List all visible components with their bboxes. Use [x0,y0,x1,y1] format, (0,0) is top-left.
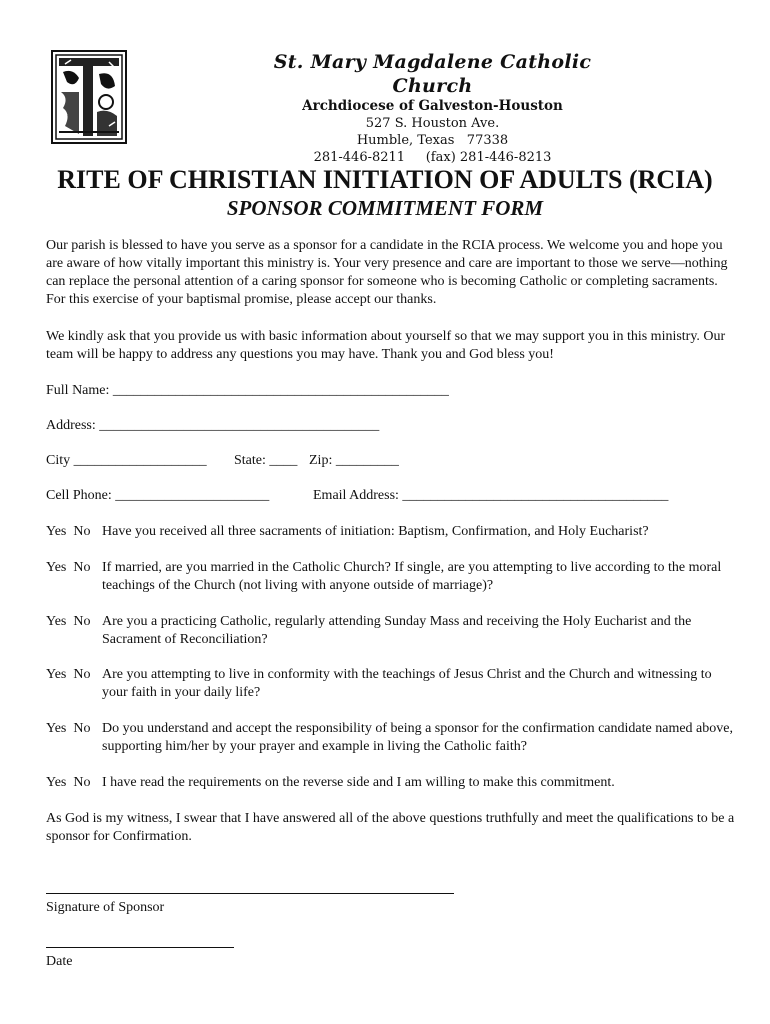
yes-no-options[interactable]: Yes No [46,560,91,575]
yes-no-options[interactable]: Yes No [46,667,91,682]
question-text: Have you received all three sacraments of initiation: Baptism, Confirmation, and Holy Eucharist? [102,524,649,539]
intro-paragraph: Our parish is blessed to have you serve as a sponsor for a candidate in the RCIA process. We welcome you and hope you are aware of how vitally important this ministry is. Your very presence and care are important to those we serve—nothing can replace the personal attention of a caring sponsor for someone who is becoming Catholic or completing sacraments. For this exercise of your baptismal promise, please accept our thanks. [46,238,728,307]
question-text: I have read the requirements on the reverse side and I am willing to make this commitment. [102,775,615,790]
question-practicing [46,613,736,649]
question-text: If married, are you married in the Catholic Church? If single, are you attempting to live according to the moral teachings of the Church (not living with anyone outside of marriage)? [102,560,722,593]
signature-line[interactable] [46,893,454,894]
address-field[interactable]: Address: ________________________________________ [46,418,380,433]
question-marriage [46,559,736,595]
request-paragraph: We kindly ask that you provide us with basic information about yourself so that we may support you in this ministry. Our team will be happy to address any questions you may have. Thank you and God bless you! [46,329,726,362]
yes-no-options[interactable]: Yes No [46,775,91,790]
question-commitment [46,774,736,792]
question-conformity [46,666,736,702]
yes-no-options[interactable]: Yes No [46,524,91,539]
form-subtitle: SPONSOR COMMITMENT FORM [226,196,544,220]
city-state-zip: Humble, Texas 77338 [356,133,509,148]
street-address: 527 S. Houston Ave. [365,116,500,131]
form-title: RITE OF CHRISTIAN INITIATION OF ADULTS (RCIA) [57,165,713,194]
oath-paragraph: As God is my witness, I swear that I have answered all of the above questions truthfully and meet the qualifications to be a sponsor for Confirmation. [46,811,735,844]
city-field[interactable]: City ___________________ [46,453,207,468]
signature-label: Signature of Sponsor [46,900,165,915]
church-header [240,50,625,166]
saint-woodcut-icon [53,52,125,142]
question-text: Are you attempting to live in conformity with the teachings of Jesus Christ and the Church and witnessing to your faith in your daily life? [102,667,712,700]
date-line[interactable] [46,947,234,948]
date-label: Date [46,954,73,969]
email-field[interactable]: Email Address: ______________________________________ [313,488,669,503]
church-name: St. Mary Magdalene Catholic Church [273,51,592,97]
phone-fax: 281-446-8211 (fax) 281-446-8213 [313,150,552,165]
cell-phone-field[interactable]: Cell Phone: ______________________ [46,488,270,503]
church-logo [51,50,127,144]
question-responsibility [46,720,736,756]
zip-field[interactable]: Zip: _________ [309,453,399,468]
archdiocese: Archdiocese of Galveston-Houston [302,98,563,114]
full-name-field[interactable]: Full Name: ________________________________________________ [46,383,449,398]
yes-no-options[interactable]: Yes No [46,614,91,629]
question-text: Are you a practicing Catholic, regularly attending Sunday Mass and receiving the Holy Eucharist and the Sacrament of Reconciliation? [102,614,692,647]
yes-no-options[interactable]: Yes No [46,721,91,736]
question-text: Do you understand and accept the responsibility of being a sponsor for the confirmation candidate named above, supporting him/her by your prayer and example in living the Catholic faith? [102,721,733,754]
state-field[interactable]: State: ____ [234,453,298,468]
question-sacraments [46,523,736,541]
